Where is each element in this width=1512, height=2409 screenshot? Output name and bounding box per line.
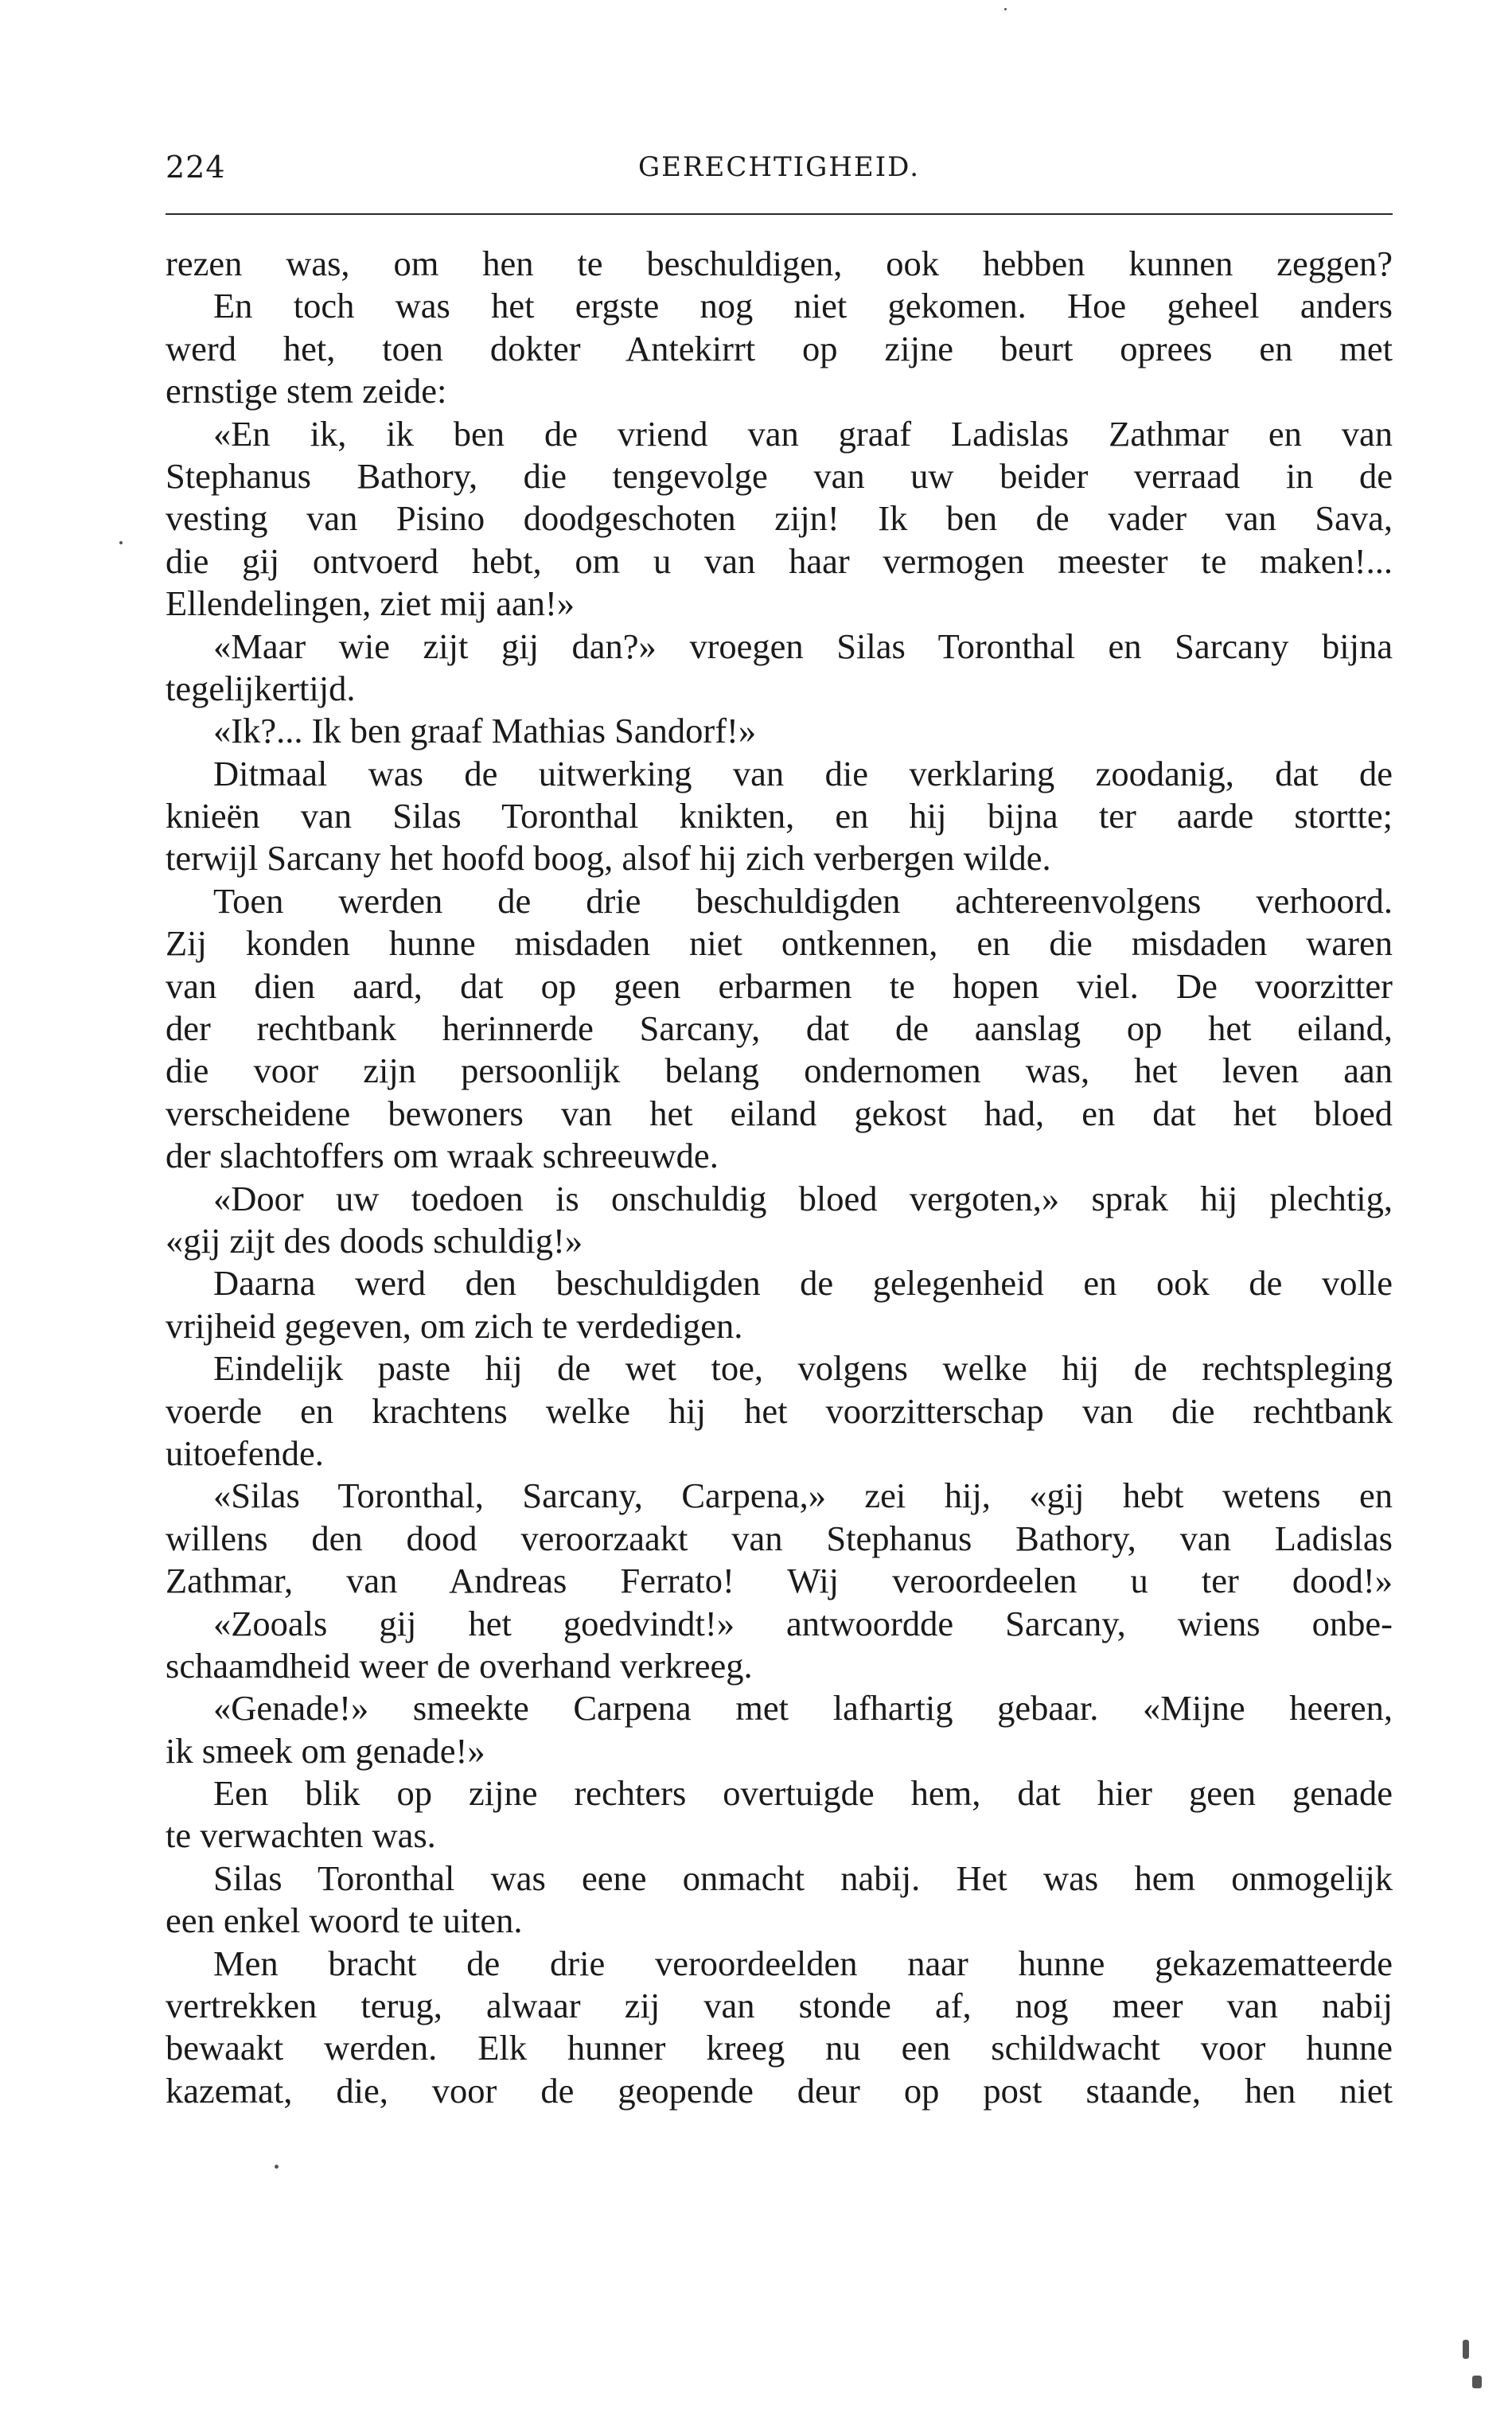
text-line: vesting van Pisino doodgeschoten zijn! Ik ben de vader van Sava,	[166, 498, 1393, 539]
body-text	[166, 243, 1393, 2112]
text-line: willens den dood veroorzaakt van Stephanus Bathory, van Ladislas	[166, 1518, 1393, 1558]
text-line: uitoefende.	[166, 1433, 324, 1473]
running-title: GERECHTIGHEID.	[637, 151, 921, 183]
text-line: «Maar wie zijt gij dan?» vroegen Silas Toronthal en Sarcany bijna	[213, 626, 1393, 666]
text-line: verscheidene bewoners van het eiland gekost had, en dat het bloed	[166, 1093, 1393, 1133]
text-line: Zathmar, van Andreas Ferrato! Wij veroordeelen u ter dood!»	[166, 1561, 1393, 1601]
text-line: Stephanus Bathory, die tengevolge van uw beider verraad in de	[166, 455, 1393, 496]
paper-speck	[1463, 2340, 1469, 2359]
text-line: der slachtoffers om wraak schreeuwde.	[166, 1136, 719, 1176]
text-line: En toch was het ergste nog niet gekomen. Hoe geheel anders	[213, 286, 1393, 326]
text-line: van dien aard, dat op geen erbarmen te hopen viel. De voorzitter	[166, 965, 1393, 1006]
text-line: «Ik?... Ik ben graaf Mathias Sandorf!»	[213, 711, 757, 751]
text-line: «Silas Toronthal, Sarcany, Carpena,» zei hij, «gij hebt wetens en	[213, 1475, 1393, 1516]
text-line: ik smeek om genade!»	[166, 1730, 485, 1771]
text-line: die gij ontvoerd hebt, om u van haar vermogen meester te maken!...	[166, 540, 1393, 581]
text-line: een enkel woord te uiten.	[166, 1900, 523, 1941]
text-line: «gij zijt des doods schuldig!»	[166, 1220, 583, 1261]
text-line: Toen werden de drie beschuldigden achtereenvolgens verhoord.	[213, 880, 1393, 921]
text-line: werd het, toen dokter Antekirrt op zijne beurt oprees en met	[166, 328, 1393, 368]
text-line: voerde en krachtens welke hij het voorzitterschap van die rechtbank	[166, 1390, 1393, 1431]
text-line: Ellendelingen, ziet mij aan!»	[166, 583, 575, 624]
text-line: te verwachten was.	[166, 1815, 436, 1856]
header-rule	[166, 213, 1393, 215]
text-line: terwijl Sarcany het hoofd boog, alsof hij zich verbergen wilde.	[166, 838, 1051, 879]
text-line: «Zooals gij het goedvindt!» antwoordde Sarcany, wiens onbe-	[213, 1603, 1393, 1643]
text-line: kazemat, die, voor de geopende deur op post staande, hen niet	[166, 2070, 1393, 2111]
paper-speck	[1004, 8, 1007, 10]
text-line: ernstige stem zeide:	[166, 371, 447, 411]
text-line: «Genade!» smeekte Carpena met lafhartig gebaar. «Mijne heeren,	[213, 1688, 1393, 1729]
text-line: «Door uw toedoen is onschuldig bloed vergoten,» sprak hij plechtig,	[213, 1178, 1393, 1218]
page-header	[166, 150, 1393, 197]
text-line: vrijheid gegeven, om zich te verdedigen.	[166, 1305, 743, 1346]
text-line: rezen was, om hen te beschuldigen, ook hebben kunnen zeggen?	[166, 244, 1393, 283]
text-line: Ditmaal was de uitwerking van die verklaring zoodanig, dat de	[213, 753, 1393, 793]
text-line: knieën van Silas Toronthal knikten, en hij bijna ter aarde stortte;	[166, 796, 1393, 836]
text-line: Silas Toronthal was eene onmacht nabij. Het was hem onmogelijk	[213, 1857, 1393, 1898]
text-line: tegelijkertijd.	[166, 668, 356, 708]
text-line: schaamdheid weer de overhand verkreeg.	[166, 1645, 753, 1686]
text-line: Men bracht de drie veroordeelden naar hunne gekazematteerde	[213, 1943, 1393, 1983]
paper-speck	[275, 2165, 279, 2169]
text-line: bewaakt werden. Elk hunner kreeg nu een schildwacht voor hunne	[166, 2028, 1393, 2068]
text-line: «En ik, ik ben de vriend van graaf Ladislas Zathmar en van	[213, 413, 1393, 454]
text-line: die voor zijn persoonlijk belang ondernomen was, het leven aan	[166, 1051, 1393, 1091]
paper-speck	[1472, 2376, 1482, 2388]
paper-speck	[119, 541, 123, 544]
text-line: Daarna werd den beschuldigden de gelegenheid en ook de volle	[213, 1263, 1393, 1304]
text-line: der rechtbank herinnerde Sarcany, dat de aanslag op het eiland,	[166, 1008, 1393, 1049]
text-line: Een blik op zijne rechters overtuigde hem, dat hier geen genade	[213, 1773, 1393, 1814]
text-line: vertrekken terug, alwaar zij van stonde af, nog meer van nabij	[166, 1986, 1393, 2026]
text-line: Zij konden hunne misdaden niet ontkennen, en die misdaden waren	[166, 923, 1393, 964]
page-number: 224	[166, 150, 226, 185]
text-line: Eindelijk paste hij de wet toe, volgens welke hij de rechtspleging	[213, 1348, 1393, 1389]
